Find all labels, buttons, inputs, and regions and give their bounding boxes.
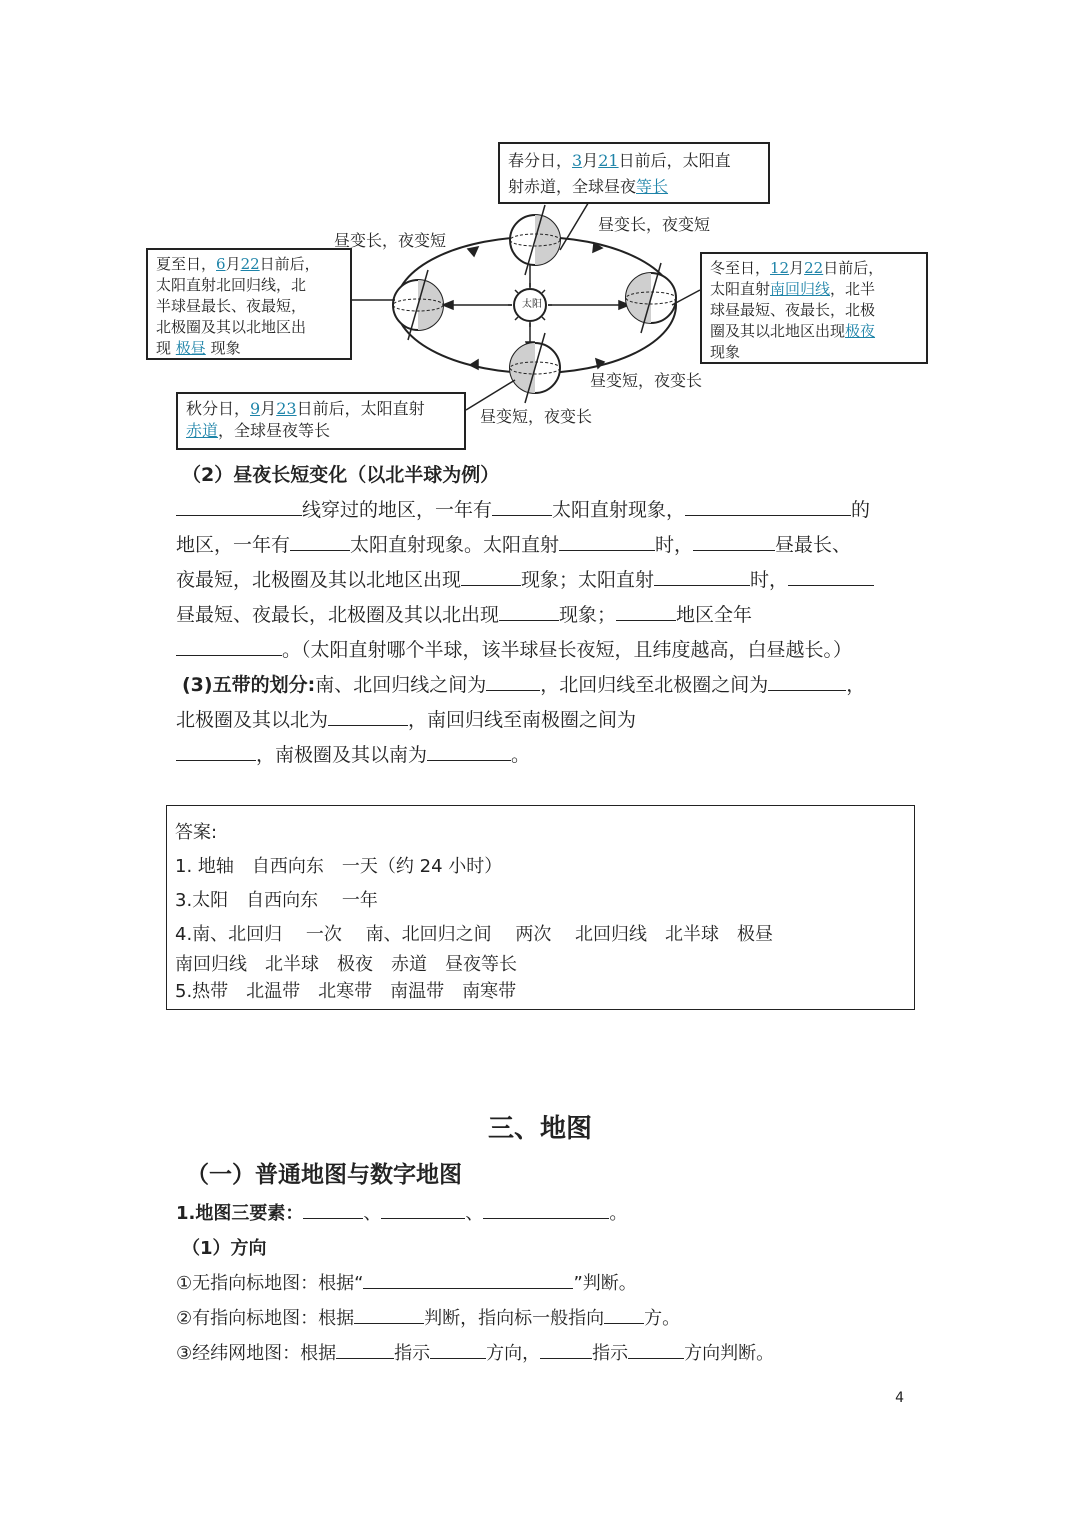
answer-blank[interactable] — [461, 563, 521, 586]
summer-text-4: 半球昼最长、夜最短， — [156, 297, 307, 315]
text-fragment: 夜最短，北极圈及其以北地区出现 — [176, 569, 462, 591]
summer-text-2: 日前后， — [259, 255, 320, 273]
text-line — [176, 563, 916, 598]
autumn-month-label: 月 — [260, 399, 277, 418]
answer-blank[interactable] — [363, 1266, 573, 1289]
answer-line: 4.南、北回归 一次 南、北回归之间 两次 北回归线 北半球 极昼 — [175, 924, 774, 945]
winter-month: 12 — [770, 259, 790, 277]
text-fragment: 的 — [851, 499, 871, 521]
winter-month-label: 月 — [789, 259, 805, 277]
answer-blank[interactable] — [430, 1336, 486, 1359]
autumn-text-2: 日前后，太阳直射 — [296, 399, 425, 418]
winter-text-4: ，北半 — [830, 280, 876, 298]
text-fragment: ①无指向标地图：根据“ — [176, 1273, 364, 1294]
text-line — [176, 598, 916, 633]
answer-blank[interactable] — [693, 528, 775, 551]
spring-answer: 等长 — [636, 177, 669, 196]
spring-month: 3 — [572, 151, 583, 170]
section-five-zones — [176, 668, 916, 773]
autumn-text: 秋分日， — [186, 399, 251, 418]
section-day-night — [176, 458, 916, 668]
text-fragment: ③经纬网地图：根据 — [176, 1343, 337, 1364]
text-line — [176, 668, 916, 703]
answer-blank[interactable] — [768, 668, 846, 691]
answer-blank[interactable] — [176, 738, 256, 761]
text-line — [176, 738, 916, 773]
summer-text-3: 太阳直射北回归线，北 — [156, 276, 307, 294]
text-fragment: 现象； — [559, 604, 617, 626]
answer-blank[interactable] — [628, 1336, 684, 1359]
winter-text-2: 日前后， — [823, 259, 884, 277]
text-fragment: 方。 — [644, 1308, 681, 1329]
text-fragment: 。 — [609, 1203, 628, 1224]
summer-solstice-box — [146, 248, 352, 360]
answer-blank[interactable] — [492, 493, 552, 516]
text-fragment: 现象；太阳直射 — [521, 569, 655, 591]
sun-label: 太阳 — [522, 299, 542, 310]
earth-summer-icon — [393, 270, 443, 340]
summer-text: 夏至日， — [156, 255, 217, 273]
summer-answer: 极昼 — [175, 339, 206, 357]
winter-solstice-box — [700, 252, 928, 364]
summer-text-7: 现象 — [205, 339, 241, 357]
text-fragment: 昼最长、 — [775, 534, 852, 556]
answer-blank[interactable] — [303, 1196, 363, 1219]
text-fragment: 。（太阳直射哪个半球，该半球昼长夜短，且纬度越高，白昼越长。） — [282, 639, 853, 661]
answer-line: 3.太阳 自西向东 一年 — [175, 890, 378, 911]
text-fragment: 、 — [363, 1203, 382, 1224]
answer-line: 1. 地轴 自西向东 一天（约 24 小时） — [175, 856, 503, 877]
autumn-day: 23 — [276, 399, 297, 418]
answer-blank[interactable] — [483, 1196, 609, 1219]
text-fragment: 判断，指向标一般指向 — [424, 1308, 605, 1329]
section-heading: (3)五带的划分: — [182, 674, 316, 696]
spring-equinox-box — [498, 142, 770, 204]
text-line — [176, 528, 916, 563]
text-fragment: 方向判断。 — [684, 1343, 775, 1364]
answer-blank[interactable] — [176, 633, 282, 656]
summer-text-6: 现 — [156, 339, 176, 357]
map-section — [176, 1196, 916, 1371]
answer-title: 答案: — [175, 822, 218, 843]
text-fragment: 昼最短、夜最长，北极圈及其以北出现 — [176, 604, 500, 626]
autumn-text-3: ，全球昼夜等长 — [218, 421, 331, 440]
text-fragment: 指示 — [394, 1343, 431, 1364]
chapter-title: 三、地图 — [487, 1114, 592, 1144]
autumn-equinox-box — [176, 392, 466, 450]
winter-text: 冬至日， — [710, 259, 771, 277]
spring-text: 春分日， — [508, 151, 573, 170]
answer-blank[interactable] — [290, 528, 350, 551]
spring-text-2: 日前后，太阳直 — [618, 151, 731, 170]
answer-blank[interactable] — [540, 1336, 592, 1359]
spring-text-3: 射赤道，全球昼夜 — [508, 177, 637, 196]
earth-revolution-diagram — [0, 0, 1080, 470]
answer-blank[interactable] — [685, 493, 851, 516]
text-line — [176, 703, 916, 738]
winter-text-6: 圈及其以北地区出现 — [710, 322, 846, 340]
answer-blank[interactable] — [486, 668, 540, 691]
autumn-answer: 赤道 — [186, 421, 219, 440]
arrow-label-bottom-mid: 昼变短，夜变长 — [480, 407, 593, 426]
orbit-svg — [0, 0, 1080, 470]
answer-line: 5.热带 北温带 北寒带 南温带 南寒带 — [175, 981, 517, 1002]
answer-blank[interactable] — [499, 598, 559, 621]
text-fragment: 南、北回归线之间为 — [315, 674, 487, 696]
text-line — [176, 1301, 916, 1336]
summer-month: 6 — [216, 255, 226, 273]
earth-autumn-icon — [510, 333, 560, 403]
winter-text-3: 太阳直射 — [710, 280, 771, 298]
arrow-label-top-right: 昼变长，夜变短 — [598, 215, 711, 234]
answer-blank[interactable] — [354, 1301, 424, 1324]
text-fragment: 线穿过的地区，一年有 — [302, 499, 493, 521]
text-line — [176, 1196, 916, 1231]
text-line — [176, 1266, 916, 1301]
answer-blank[interactable] — [381, 1196, 465, 1219]
arrow-label-bottom-right: 昼变短，夜变长 — [590, 371, 703, 390]
answer-box — [166, 805, 915, 1010]
spring-month-label: 月 — [582, 151, 599, 170]
section-heading: （2）昼夜长短变化（以北半球为例） — [182, 464, 500, 486]
direction-heading: （1）方向 — [182, 1238, 267, 1259]
answer-blank[interactable] — [654, 563, 750, 586]
winter-text-7: 现象 — [710, 343, 741, 361]
answer-blank[interactable] — [328, 703, 408, 726]
winter-answer-2: 极夜 — [845, 322, 876, 340]
answer-blank[interactable] — [559, 528, 655, 551]
chapter-subtitle: （一）普通地图与数字地图 — [186, 1162, 462, 1188]
page-number: 4 — [895, 1390, 904, 1406]
answer-blank[interactable] — [176, 493, 302, 516]
summer-day: 22 — [240, 255, 260, 273]
arrow-label-top-left: 昼变长，夜变短 — [334, 231, 447, 250]
text-fragment: 指示 — [592, 1343, 629, 1364]
text-fragment: 太阳直射现象， — [552, 499, 686, 521]
text-fragment: 地区，一年有 — [176, 534, 291, 556]
text-fragment: ”判断。 — [573, 1273, 637, 1294]
text-fragment: 。 — [511, 744, 531, 766]
summer-text-5: 北极圈及其以北地区出 — [156, 318, 307, 336]
answer-line: 南回归线 北半球 极夜 赤道 昼夜等长 — [175, 954, 517, 975]
text-fragment: 地区全年 — [676, 604, 753, 626]
map-elements-heading: 1.地图三要素： — [176, 1203, 304, 1224]
text-fragment: 太阳直射现象。太阳直射 — [350, 534, 560, 556]
text-line — [176, 633, 916, 668]
text-fragment: 、 — [465, 1203, 484, 1224]
answer-blank[interactable] — [788, 563, 874, 586]
winter-answer-1: 南回归线 — [770, 280, 831, 298]
winter-day: 22 — [804, 259, 824, 277]
earth-spring-icon — [510, 205, 560, 275]
text-line — [176, 493, 916, 528]
text-fragment: 方向， — [486, 1343, 541, 1364]
text-fragment: ， — [846, 674, 866, 696]
text-fragment: ，南回归线至南极圈之间为 — [408, 709, 637, 731]
answer-blank[interactable] — [616, 598, 676, 621]
summer-month-label: 月 — [225, 255, 241, 273]
text-fragment: 北极圈及其以北为 — [176, 709, 329, 731]
text-fragment: ，北回归线至北极圈之间为 — [540, 674, 769, 696]
answer-blank[interactable] — [427, 738, 511, 761]
spring-day: 21 — [598, 151, 619, 170]
text-fragment: 时， — [655, 534, 694, 556]
answer-blank[interactable] — [604, 1301, 644, 1324]
earth-winter-icon — [626, 263, 676, 333]
answer-blank[interactable] — [336, 1336, 394, 1359]
text-fragment: 时， — [750, 569, 789, 591]
winter-text-5: 球昼最短、夜最长，北极 — [710, 301, 876, 319]
text-line — [176, 1336, 916, 1371]
text-fragment: ，南极圈及其以南为 — [256, 744, 428, 766]
autumn-month: 9 — [250, 399, 261, 418]
text-fragment: ②有指向标地图：根据 — [176, 1308, 355, 1329]
